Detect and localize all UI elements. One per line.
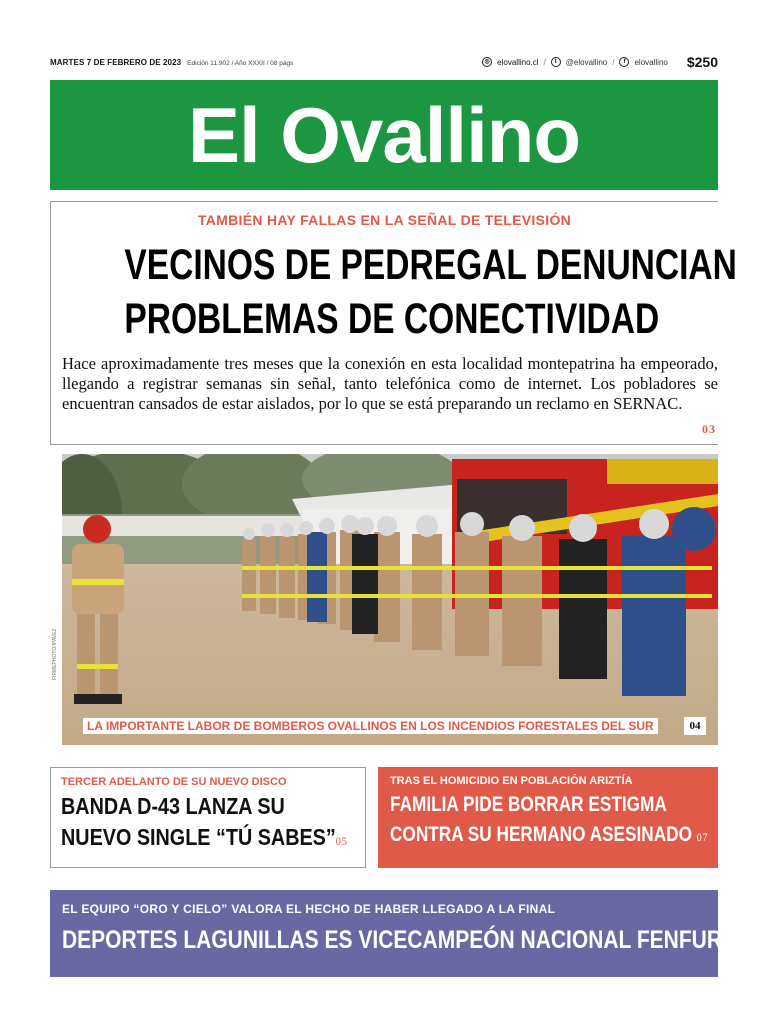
headline-line-2-text: NUEVO SINGLE “TÚ SABES”	[61, 824, 336, 850]
music-story-box[interactable]	[50, 767, 366, 868]
top-info-bar	[50, 54, 718, 70]
edition-info: Edición 11.902 / Año XXXII / 08 págs	[187, 59, 294, 67]
sports-headline-text: DEPORTES LAGUNILLAS ES VICECAMPEÓN NACIONAL FENFUR	[62, 926, 722, 954]
headline-line-2	[61, 822, 348, 857]
photo-credit: FIRMEPHOTO/IPAVEZ	[52, 628, 58, 680]
newspaper-title: El Ovallino	[187, 91, 581, 179]
firefighters-photo	[62, 454, 718, 745]
page-reference: 03	[702, 422, 716, 436]
music-story-headline	[61, 791, 348, 857]
price: $250	[686, 54, 718, 70]
divider: /	[543, 57, 546, 67]
main-story-lead: Hace aproximadamente tres meses que la conexión en esta localidad montepatrina ha empeorado, llegando a registrar semanas sin señal, tanto telefónica como de internet. Los pobladores se encuentran cansados de estar aislados, por lo que se está preparando un reclamo en SERNAC.	[62, 354, 718, 413]
main-story-kicker: TAMBIÉN HAY FALLAS EN LA SEÑAL DE TELEVISIÓN	[197, 212, 572, 228]
headline-line-1: VECINOS DE PEDREGAL DENUNCIAN	[124, 241, 737, 289]
music-story-kicker: TERCER ADELANTO DE SU NUEVO DISCO	[61, 776, 287, 788]
page-reference: 05	[335, 834, 348, 848]
divider: /	[612, 57, 615, 67]
page-reference: 07	[696, 830, 709, 844]
headline-line-2: PROBLEMAS DE CONECTIVIDAD	[124, 295, 660, 343]
sports-story-headline	[62, 922, 740, 962]
photo-illustration	[62, 454, 718, 745]
sports-story-kicker: EL EQUIPO “ORO Y CIELO” VALORA EL HECHO DE HABER LLEGADO A LA FINAL	[62, 902, 556, 916]
issue-date: MARTES 7 DE FEBRERO DE 2023	[50, 57, 182, 67]
main-story[interactable]	[50, 201, 737, 445]
caption-page-reference: 04	[684, 717, 706, 735]
main-story-headline	[124, 238, 737, 346]
headline-line-2	[390, 820, 709, 852]
headline-line-2-text: CONTRA SU HERMANO ASESINADO	[390, 823, 693, 846]
page-reference: 08	[727, 937, 740, 951]
caption-text: LA IMPORTANTE LABOR DE BOMBEROS OVALLINOS EN LOS INCENDIOS FORESTALES DEL SUR	[83, 718, 658, 734]
twitter-icon: t	[551, 57, 561, 67]
headline-line-1: FAMILIA PIDE BORRAR ESTIGMA	[390, 793, 667, 816]
issue-info	[50, 58, 293, 67]
globe-icon: ◎	[482, 57, 492, 67]
facebook-icon: f	[619, 57, 629, 67]
headline-line-1: BANDA D-43 LANZA SU	[61, 793, 285, 819]
website-link[interactable]: elovallino.cl	[497, 57, 539, 67]
sports-story-box[interactable]	[50, 890, 740, 977]
photo-caption[interactable]	[83, 717, 701, 735]
masthead	[50, 80, 718, 190]
facebook-handle[interactable]: elovallino	[634, 57, 668, 67]
twitter-handle[interactable]: @elovallino	[565, 57, 608, 67]
homicide-story-headline	[390, 790, 709, 852]
homicide-story-kicker: TRAS EL HOMICIDIO EN POBLACIÓN ARIZTÍA	[390, 775, 633, 787]
social-links	[482, 54, 718, 70]
homicide-story-box[interactable]	[378, 767, 718, 868]
